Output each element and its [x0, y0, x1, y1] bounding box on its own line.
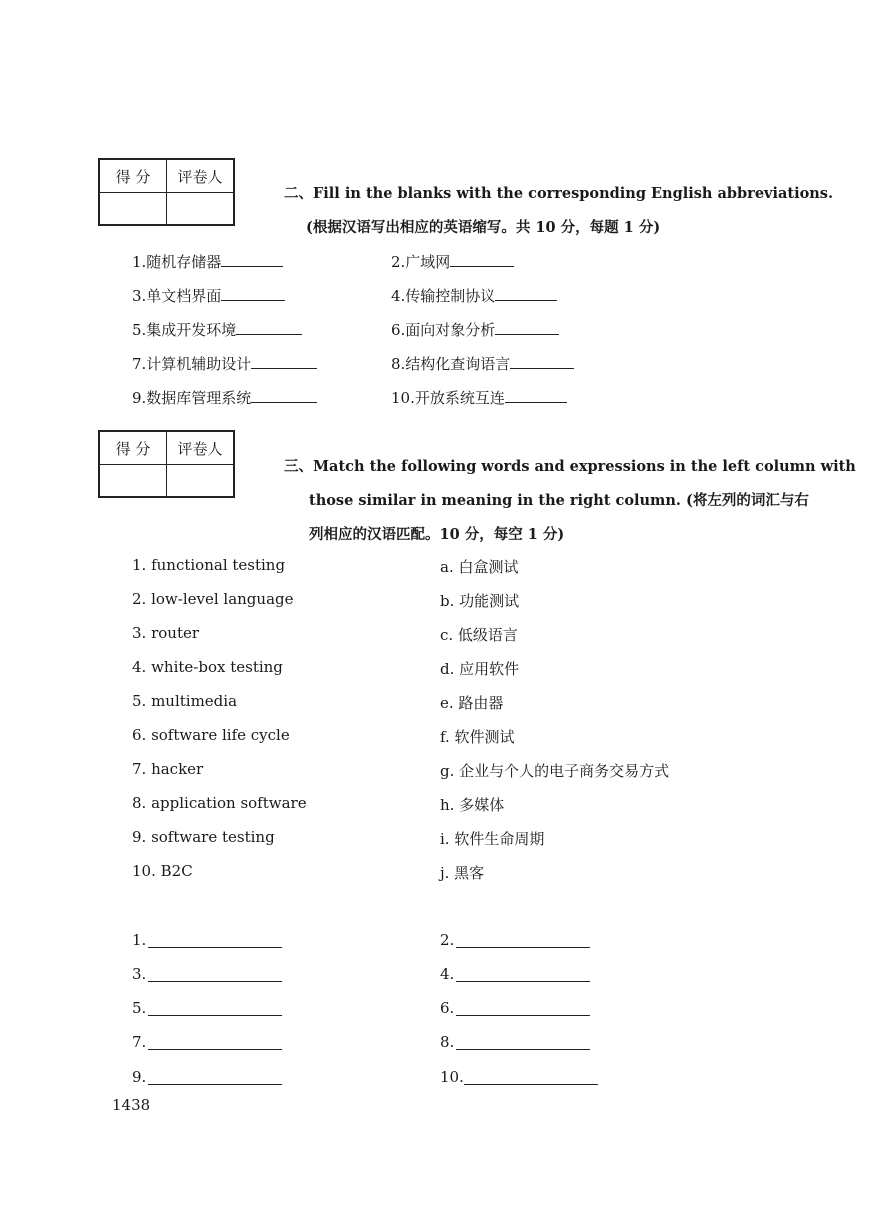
match-right-f: f. 软件测试 — [440, 728, 515, 746]
match-right-b: b. 功能测试 — [440, 592, 520, 610]
match-left-2: 2. low-level language — [132, 590, 294, 608]
score-label: 得 分 — [100, 160, 167, 193]
answer-blank[interactable] — [236, 320, 302, 335]
fill-item-2: 2.广域网 — [391, 251, 514, 272]
section2-subtitle: (根据汉语写出相应的英语缩写。共 10 分，每题 1 分) — [306, 219, 661, 236]
answer-blank[interactable] — [251, 388, 317, 403]
answer-label-1: 1. — [132, 931, 147, 949]
answer-blank[interactable] — [495, 320, 559, 335]
answer-line-7[interactable] — [148, 1049, 282, 1050]
score-box-1 — [98, 158, 235, 226]
section3-title: 三、Match the following words and expressions in the left column with — [284, 458, 856, 475]
answer-label-7: 7. — [132, 1033, 147, 1051]
answer-blank[interactable] — [251, 354, 317, 369]
match-left-10: 10. B2C — [132, 862, 193, 880]
section3-title-line2: those similar in meaning in the right column. (将左列的词汇与右 — [309, 492, 809, 509]
match-left-5: 5. multimedia — [132, 692, 238, 710]
fill-item-10: 10.开放系统互连 — [391, 387, 567, 408]
answer-blank[interactable] — [505, 388, 567, 403]
grader-label: 评卷人 — [167, 160, 234, 193]
answer-blank[interactable] — [495, 286, 557, 301]
match-right-c: c. 低级语言 — [440, 626, 518, 644]
fill-item-8: 8.结构化查询语言 — [391, 353, 574, 374]
answer-line-6[interactable] — [456, 1015, 590, 1016]
answer-label-3: 3. — [132, 965, 147, 983]
fill-item-9: 9.数据库管理系统 — [132, 387, 317, 408]
match-right-h: h. 多媒体 — [440, 796, 505, 814]
answer-blank[interactable] — [510, 354, 574, 369]
match-right-g: g. 企业与个人的电子商务交易方式 — [440, 762, 670, 780]
match-left-8: 8. application software — [132, 794, 307, 812]
score-box-2 — [98, 430, 235, 498]
answer-label-9: 9. — [132, 1068, 147, 1086]
fill-item-4: 4.传输控制协议 — [391, 285, 557, 306]
page-number: 1438 — [112, 1096, 151, 1114]
answer-line-4[interactable] — [456, 981, 590, 982]
match-left-9: 9. software testing — [132, 828, 275, 846]
answer-blank[interactable] — [450, 252, 514, 267]
fill-item-3: 3.单文档界面 — [132, 285, 285, 306]
match-right-a: a. 白盒测试 — [440, 558, 519, 576]
answer-line-5[interactable] — [148, 1015, 282, 1016]
answer-label-10: 10. — [440, 1068, 464, 1086]
match-left-1: 1. functional testing — [132, 556, 286, 574]
match-left-4: 4. white-box testing — [132, 658, 283, 676]
answer-line-8[interactable] — [456, 1049, 590, 1050]
fill-item-7: 7.计算机辅助设计 — [132, 353, 317, 374]
match-right-j: j. 黑客 — [440, 864, 485, 882]
grader-cell[interactable] — [167, 465, 234, 497]
answer-blank[interactable] — [221, 252, 283, 267]
match-right-i: i. 软件生命周期 — [440, 830, 545, 848]
answer-label-8: 8. — [440, 1033, 455, 1051]
fill-item-1: 1.随机存储器 — [132, 251, 283, 272]
answer-line-10[interactable] — [464, 1084, 598, 1085]
fill-item-6: 6.面向对象分析 — [391, 319, 559, 340]
answer-label-4: 4. — [440, 965, 455, 983]
score-cell[interactable] — [100, 193, 167, 225]
fill-item-5: 5.集成开发环境 — [132, 319, 302, 340]
match-left-3: 3. router — [132, 624, 200, 642]
grader-cell[interactable] — [167, 193, 234, 225]
answer-line-1[interactable] — [148, 947, 282, 948]
answer-blank[interactable] — [221, 286, 285, 301]
match-right-e: e. 路由器 — [440, 694, 504, 712]
grader-label: 评卷人 — [167, 432, 234, 465]
answer-line-9[interactable] — [148, 1084, 282, 1085]
section3-title-line3: 列相应的汉语匹配。10 分，每空 1 分) — [309, 526, 565, 543]
section2-title: 二、Fill in the blanks with the corresponding English abbreviations. — [284, 185, 834, 202]
match-right-d: d. 应用软件 — [440, 660, 520, 678]
match-left-7: 7. hacker — [132, 760, 204, 778]
score-label: 得 分 — [100, 432, 167, 465]
score-cell[interactable] — [100, 465, 167, 497]
answer-label-6: 6. — [440, 999, 455, 1017]
answer-label-2: 2. — [440, 931, 455, 949]
answer-line-2[interactable] — [456, 947, 590, 948]
answer-line-3[interactable] — [148, 981, 282, 982]
answer-label-5: 5. — [132, 999, 147, 1017]
match-left-6: 6. software life cycle — [132, 726, 290, 744]
